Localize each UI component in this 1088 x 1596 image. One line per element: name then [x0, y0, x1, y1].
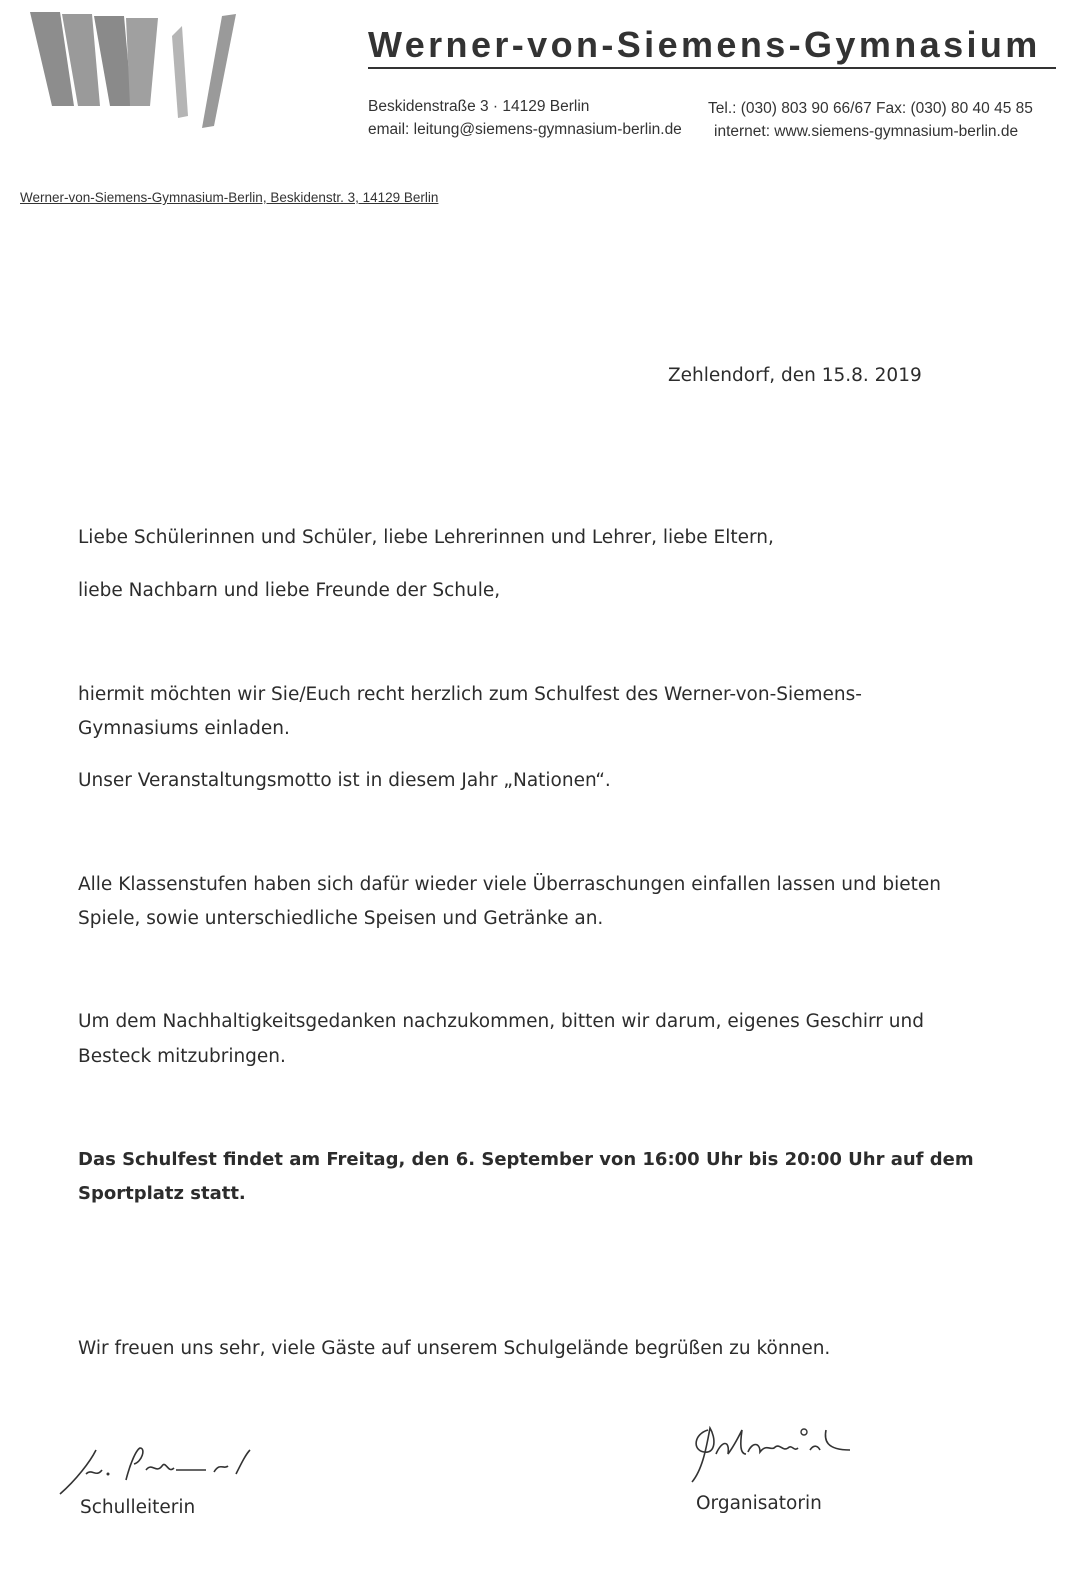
event-details-line-1: Das Schulfest findet am Freitag, den 6. September von 16:00 Uhr bis 20:00 Uhr auf dem — [78, 1149, 974, 1170]
motto-line: Unser Veranstaltungsmotto ist in diesem Jahr „Nationen“. — [78, 770, 611, 791]
school-address: Beskidenstraße 3 · 14129 Berlin — [368, 98, 590, 115]
school-phone-fax: Tel.: (030) 803 90 66/67 Fax: (030) 80 40 45 85 — [708, 100, 1033, 117]
classes-line-2: Spiele, sowie unterschiedliche Speisen und Getränke an. — [78, 908, 604, 929]
sustainability-line-2: Besteck mitzubringen. — [78, 1046, 286, 1067]
closing-line: Wir freuen uns sehr, viele Gäste auf unserem Schulgelände begrüßen zu können. — [78, 1338, 831, 1359]
principal-signature — [56, 1440, 266, 1500]
school-email: email: leitung@siemens-gymnasium-berlin.de — [368, 121, 682, 138]
sustainability-line-1: Um dem Nachhaltigkeitsgedanken nachzukommen, bitten wir darum, eigenes Geschirr und — [78, 1011, 924, 1032]
principal-role: Schulleiterin — [80, 1497, 196, 1518]
classes-line-1: Alle Klassenstufen haben sich dafür wieder viele Überraschungen einfallen lassen und bieten — [78, 874, 942, 895]
school-logo — [22, 6, 262, 136]
organizer-role: Organisatorin — [696, 1493, 822, 1514]
header-divider — [368, 67, 1056, 69]
school-website: internet: www.siemens-gymnasium-berlin.de — [714, 123, 1019, 140]
salutation-line-1: Liebe Schülerinnen und Schüler, liebe Lehrerinnen und Lehrer, liebe Eltern, — [78, 527, 774, 548]
school-name: Werner-von-Siemens-Gymnasium — [368, 24, 1041, 65]
organizer-signature — [686, 1420, 856, 1490]
event-details-line-2: Sportplatz statt. — [78, 1183, 246, 1204]
salutation-line-2: liebe Nachbarn und liebe Freunde der Schule, — [78, 580, 501, 601]
invitation-line-1: hiermit möchten wir Sie/Euch recht herzlich zum Schulfest des Werner-von-Siemens- — [78, 684, 862, 705]
invitation-line-2: Gymnasiums einladen. — [78, 718, 290, 739]
sender-return-address: Werner-von-Siemens-Gymnasium-Berlin, Beskidenstr. 3, 14129 Berlin — [20, 190, 439, 205]
letter-date: Zehlendorf, den 15.8. 2019 — [668, 365, 922, 386]
